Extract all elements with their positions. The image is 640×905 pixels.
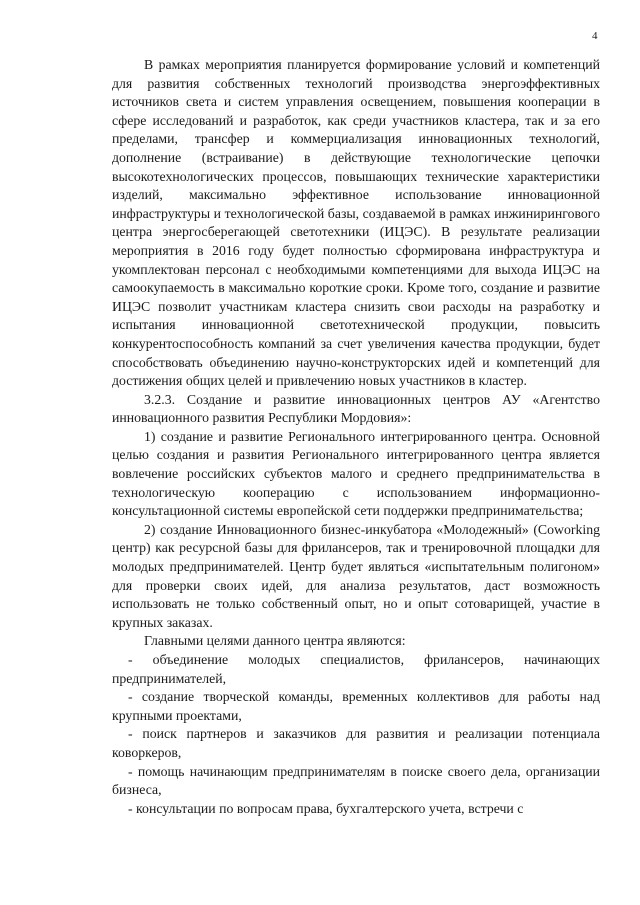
paragraph-business-incubator: 2) создание Инновационного бизнес-инкубатора «Молодежный» (Coworking центр) как ресурсной базы для фрилансеров, так и тренировочной площадки для молодых предпринимателей. Центр будет являться «испытательным полигоном» для проверки своих идей, для анализа результатов, даст возможность использовать не только собственный опыт, но и опыт сотоварищей, участие в крупных заказах. — [112, 521, 600, 630]
paragraph-mercury-lighting: В рамках мероприятия планируется формирование условий и компетенций для развития собственных технологий производства энергоэффективных источников света и систем управления освещением, повышения кооперации в сфере исследований и разработок, как среди участников кластера, так и за его пределами, трансфер и коммерциализация инновационных технологий, дополнение (встраивание) в действующие технологические цепочки высокотехнологических процессов, повышающих технические характеристики изделий, максимально эффективное использование инновационной инфраструктуры и технологической базы, создаваемой в рамках инжинирингового центра энергосберегающей светотехники (ИЦЭС). В результате реализации мероприятия в 2016 году будет полностью сформирована инфраструктура и укомплектован персонал с необходимыми компетенциями для выхода ИЦЭС на самоокупаемость в максимально короткие сроки. Кроме того, создание и развитие ИЦЭС позволит участникам кластера снизить свои расходы на разработку и испытания инновационной светотехнической продукции, повысить конкурентоспособность компаний за счет увеличения качества продукции, будет способствовать объединению научно-конструкторских идей и компетенций для достижения общих целей и привлечению новых участников в кластер. — [112, 57, 600, 389]
page-number: 4 — [592, 30, 598, 42]
list-item: - помощь начинающим предпринимателям в поиске своего дела, организации бизнеса, — [112, 763, 600, 798]
document-body — [112, 56, 600, 818]
list-item: - объединение молодых специалистов, фрилансеров, начинающих предпринимателей, — [112, 652, 600, 686]
paragraph-regional-center: 1) создание и развитие Регионального интегрированного центра. Основной целью создания и развития Регионального интегрированного центра является вовлечение российских субъектов малого и среднего предпринимательства в технологическую кооперацию с использованием информационно-консультационной системы европейской сети поддержки предпринимательства; — [112, 428, 600, 519]
paragraph-section-3-2-3: 3.2.3. Создание и развитие инновационных центров АУ «Агентство инновационного развития Республики Мордовия»: — [112, 391, 600, 426]
paragraph-goals-intro: Главными целями данного центра являются: — [144, 633, 406, 649]
list-item: - консультации по вопросам права, бухгалтерского учета, встречи с — [128, 800, 524, 816]
list-item: - создание творческой команды, временных коллективов для работы над крупными проектами, — [112, 689, 600, 723]
list-item: - поиск партнеров и заказчиков для развития и реализации потенциала коворкеров, — [112, 726, 600, 760]
